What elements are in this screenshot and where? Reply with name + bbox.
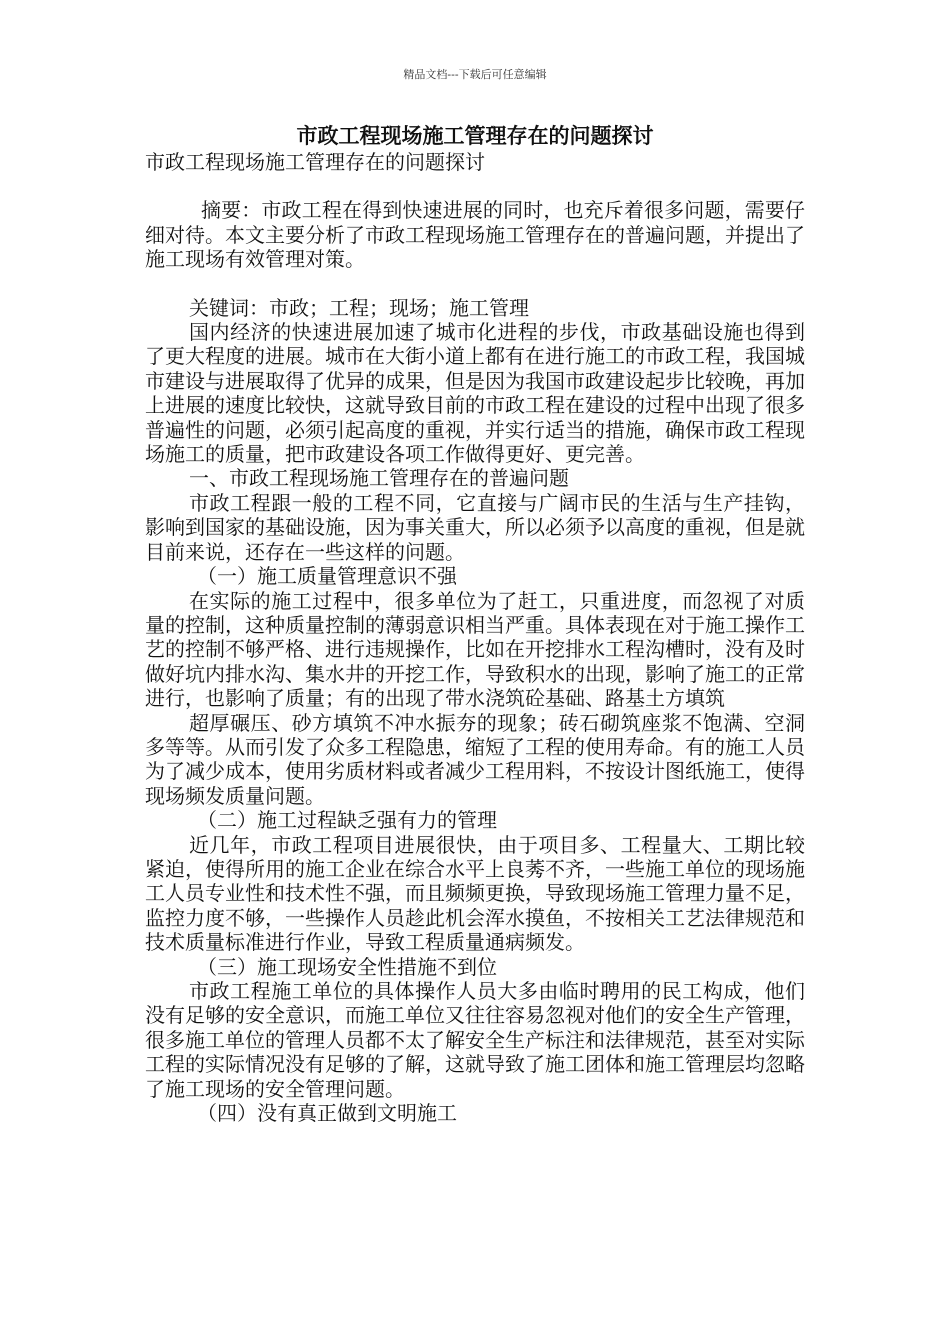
subsection-heading-4: （四）没有真正做到文明施工 [197,1101,457,1126]
subsection-3-paragraph: 市政工程施工单位的具体操作人员大多由临时聘用的民工构成，他们没有足够的安全意识，而施工单位又往往容易忽视对他们的安全生产管理，很多施工单位的管理人员都不太了解安全生产标注和法律规范，甚至对实际工程的实际情况没有足够的了解，这就导致了施工团体和施工管理层均忽略了施工现场的安全管理问题。 [145,979,805,1101]
document-body [145,150,805,1125]
keywords-line: 关键词：市政；工程；现场；施工管理 [189,295,529,320]
document-subtitle: 市政工程现场施工管理存在的问题探讨 [145,150,485,174]
page-header-note: 精品文档---下载后可任意编辑 [403,68,547,81]
subsection-1-paragraph-2: 超厚碾压、砂方填筑不冲水振夯的现象；砖石砌筑座浆不饱满、空洞多等等。从而引发了众多工程隐患，缩短了工程的使用寿命。有的施工人员为了减少成本，使用劣质材料或者减少工程用料，不按设计图纸施工，使得现场频发质量问题。 [145,710,805,808]
intro-paragraph: 国内经济的快速进展加速了城市化进程的步伐，市政基础设施也得到了更大程度的进展。城市在大街小道上都有在进行施工的市政工程，我国城市建设与进展取得了优异的成果，但是因为我国市政建设起步比较晚，再加上进展的速度比较快，这就导致目前的市政工程在建设的过程中出现了很多普遍性的问题，必须引起高度的重视，并实行适当的措施，确保市政工程现场施工的质量，把市政建设各项工作做得更好、更完善。 [145,320,805,467]
subsection-2-paragraph: 近几年，市政工程项目进展很快，由于项目多、工程量大、工期比较紧迫，使得所用的施工企业在综合水平上良莠不齐，一些施工单位的现场施工人员专业性和技术性不强，而且频频更换，导致现场施工管理力量不足，监控力度不够，一些操作人员趁此机会浑水摸鱼，不按相关工艺法律规范和技术质量标准进行作业，导致工程质量通病频发。 [145,832,805,955]
subsection-heading-3: （三）施工现场安全性措施不到位 [197,954,497,979]
section-1-intro-paragraph: 市政工程跟一般的工程不同，它直接与广阔市民的生活与生产挂钩，影响到国家的基础设施，因为事关重大，所以必须予以高度的重视，但是就目前来说，还存在一些这样的问题。 [145,490,805,564]
subsection-heading-2: （二）施工过程缺乏强有力的管理 [197,808,497,833]
abstract-paragraph: 摘要：市政工程在得到快速进展的同时，也充斥着很多问题，需要仔细对待。本文主要分析了市政工程现场施工管理存在的普遍问题，并提出了施工现场有效管理对策。 [145,198,805,272]
subsection-1-paragraph-1: 在实际的施工过程中，很多单位为了赶工，只重进度，而忽视了对质量的控制，这种质量控制的薄弱意识相当严重。具体表现在对于施工操作工艺的控制不够严格、进行违规操作，比如在开挖排水工程沟槽时，没有及时做好坑内排水沟、集水井的开挖工作，导致积水的出现，影响了施工的正常进行，也影响了质量；有的出现了带水浇筑砼基础、路基土方填筑 [145,588,805,711]
subsection-heading-1: （一）施工质量管理意识不强 [197,564,457,589]
section-heading-1: 一、市政工程现场施工管理存在的普遍问题 [189,466,569,491]
document-title: 市政工程现场施工管理存在的问题探讨 [296,123,654,148]
